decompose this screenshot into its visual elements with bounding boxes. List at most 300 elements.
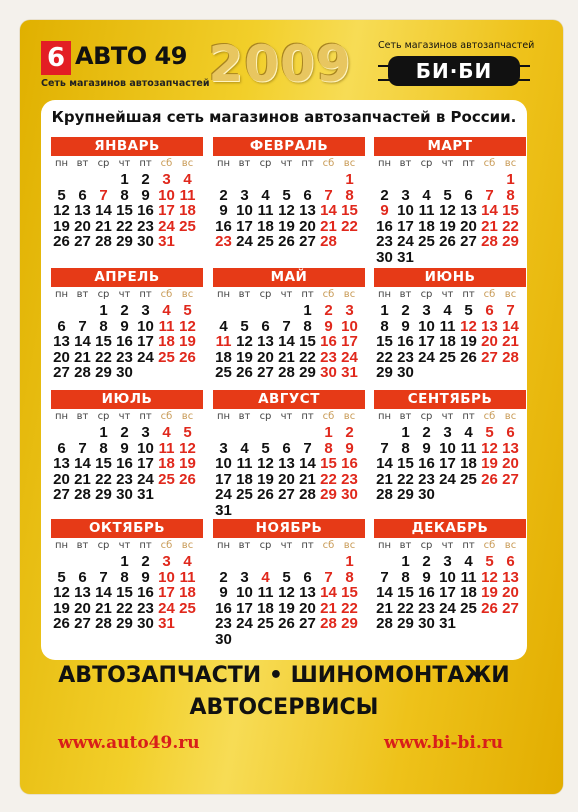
day-cell: 12 [439, 202, 456, 219]
day-cell: 3 [162, 171, 171, 188]
day-cell: 27 [299, 615, 316, 632]
weekday-label: ср [259, 540, 272, 551]
day-cell: 21 [95, 599, 112, 617]
auto49-url-link[interactable]: www.auto49.ru [58, 733, 200, 753]
day-cell: 10 [397, 202, 414, 219]
day-cell: 18 [418, 217, 435, 235]
day-cell: 3 [240, 186, 249, 204]
weekday-label: чт [280, 289, 293, 300]
day-cell: 30 [215, 630, 232, 648]
month-name: АПРЕЛЬ [51, 268, 203, 287]
weekday-label: пт [139, 289, 152, 300]
day-cell: 4 [183, 553, 192, 570]
day-cell: 14 [502, 317, 519, 335]
day-cell: 1 [303, 302, 312, 319]
day-cell: 1 [120, 553, 129, 570]
day-cell: 29 [116, 615, 133, 632]
day-cell: 19 [481, 455, 498, 472]
day-cell: 12 [257, 455, 274, 472]
day-cell: 5 [464, 302, 473, 319]
day-cell: 30 [137, 233, 154, 250]
day-cell: 3 [443, 424, 452, 441]
day-cell: 14 [320, 202, 337, 219]
day-cell: 23 [376, 233, 393, 250]
weekday-label: пн [216, 411, 231, 422]
day-cell: 23 [215, 233, 232, 250]
weekday-label: вт [399, 540, 412, 551]
day-cell: 16 [418, 584, 435, 601]
day-cell: 21 [278, 348, 295, 366]
day-cell: 9 [120, 317, 129, 335]
day-cell: 27 [53, 486, 70, 503]
weekday-label: чт [118, 158, 131, 169]
day-cell: 15 [341, 584, 358, 601]
day-cell: 19 [53, 599, 70, 617]
day-cell: 12 [179, 439, 196, 457]
auto49-logo [41, 41, 219, 93]
month-name: ИЮНЬ [374, 268, 526, 287]
weekday-label: вс [504, 289, 517, 300]
day-cell: 5 [183, 424, 192, 441]
day-cell: 2 [380, 186, 389, 204]
day-cell: 11 [236, 455, 253, 472]
day-cell: 29 [502, 233, 519, 250]
day-cell: 2 [324, 302, 333, 319]
month-name: СЕНТЯБРЬ [374, 390, 526, 409]
day-cell: 6 [282, 439, 291, 457]
day-cell: 13 [460, 202, 477, 219]
day-cell: 12 [179, 317, 196, 335]
weekday-label: вс [343, 158, 356, 169]
day-cell: 3 [141, 302, 150, 319]
month-name: МАЙ [213, 268, 365, 287]
day-cell: 6 [464, 186, 473, 204]
day-cell: 7 [99, 568, 108, 586]
bibi-url-link[interactable]: www.bi-bi.ru [384, 733, 504, 753]
weekday-label: ср [97, 540, 110, 551]
day-cell: 8 [401, 439, 410, 457]
day-cell: 1 [345, 171, 354, 188]
day-cell: 27 [74, 233, 91, 250]
day-cell: 10 [418, 317, 435, 335]
weekday-label: чт [118, 289, 131, 300]
day-cell: 5 [57, 568, 66, 586]
day-cell: 13 [53, 455, 70, 472]
weekday-label: вс [181, 158, 194, 169]
day-cell: 25 [215, 364, 232, 381]
weekday-label: пт [139, 158, 152, 169]
weekday-label: пн [377, 411, 392, 422]
day-cell: 27 [502, 470, 519, 488]
day-cell: 14 [376, 584, 393, 601]
bibi-logo [378, 40, 533, 92]
day-cell: 23 [341, 470, 358, 488]
day-cell: 15 [95, 455, 112, 472]
month-11 [213, 519, 365, 648]
day-cell: 8 [303, 317, 312, 335]
weekday-label: вс [343, 540, 356, 551]
day-cell: 23 [215, 615, 232, 632]
day-cell: 9 [422, 568, 431, 586]
day-cell: 29 [320, 486, 337, 503]
day-cell: 19 [481, 584, 498, 601]
day-cell: 9 [401, 317, 410, 335]
day-cell: 8 [99, 439, 108, 457]
auto49-logo-mark: 6 [41, 41, 71, 75]
day-cell: 24 [236, 233, 253, 250]
day-cell: 5 [282, 568, 291, 586]
day-cell: 2 [422, 424, 431, 441]
day-cell: 17 [397, 217, 414, 235]
day-cell: 12 [278, 202, 295, 219]
day-cell: 26 [179, 348, 196, 366]
weekday-label: чт [441, 540, 454, 551]
day-cell: 8 [380, 317, 389, 335]
weekday-label: пн [54, 289, 69, 300]
day-cell: 4 [261, 568, 270, 586]
weekday-label: пн [377, 289, 392, 300]
day-cell: 15 [95, 333, 112, 350]
day-cell: 20 [460, 217, 477, 235]
day-cell: 7 [78, 439, 87, 457]
day-cell: 15 [320, 455, 337, 472]
day-cell: 1 [401, 553, 410, 570]
day-cell: 20 [74, 217, 91, 235]
day-cell: 13 [481, 317, 498, 335]
day-cell: 9 [324, 317, 333, 335]
day-cell: 14 [95, 202, 112, 219]
day-cell: 21 [95, 217, 112, 235]
weekday-label: сб [322, 540, 335, 551]
services-line-2: АВТОСЕРВИСЫ [189, 695, 379, 720]
day-cell: 25 [439, 348, 456, 366]
day-cell: 25 [158, 348, 175, 366]
day-cell: 9 [120, 439, 129, 457]
day-cell: 15 [116, 584, 133, 601]
day-cell: 24 [137, 348, 154, 366]
day-cell: 28 [376, 486, 393, 503]
weekday-label: ср [97, 411, 110, 422]
day-cell: 2 [141, 553, 150, 570]
day-cell: 22 [397, 470, 414, 488]
day-cell: 15 [376, 333, 393, 350]
day-cell: 11 [257, 584, 274, 601]
day-cell: 31 [215, 501, 232, 519]
day-cell: 30 [418, 615, 435, 632]
day-cell: 6 [485, 302, 494, 319]
day-cell: 2 [141, 171, 150, 188]
tagline: Крупнейшая сеть магазинов автозапчастей в России. [51, 108, 517, 126]
day-cell: 26 [481, 470, 498, 488]
day-cell: 10 [215, 455, 232, 472]
day-cell: 23 [418, 470, 435, 488]
day-cell: 2 [120, 302, 129, 319]
day-cell: 22 [341, 217, 358, 235]
day-cell: 23 [116, 470, 133, 488]
day-cell: 14 [376, 455, 393, 472]
day-cell: 22 [376, 348, 393, 366]
day-cell: 22 [320, 470, 337, 488]
day-cell: 16 [116, 333, 133, 350]
day-cell: 4 [422, 186, 431, 204]
day-cell: 3 [162, 553, 171, 570]
weekday-label: сб [160, 158, 173, 169]
day-cell: 11 [439, 317, 456, 335]
weekday-label: ср [420, 158, 433, 169]
day-cell: 29 [341, 615, 358, 632]
day-cell: 1 [324, 424, 333, 441]
day-cell: 18 [460, 455, 477, 472]
day-cell: 17 [439, 455, 456, 472]
weekday-label: пн [216, 289, 231, 300]
day-cell: 3 [141, 424, 150, 441]
day-cell: 13 [74, 584, 91, 601]
bibi-logo-subtitle: Сеть магазинов автозапчастей [378, 40, 535, 51]
weekday-label: пн [54, 158, 69, 169]
weekday-label: вт [76, 540, 89, 551]
month-name: МАРТ [374, 137, 526, 156]
day-cell: 18 [158, 333, 175, 350]
day-cell: 29 [95, 486, 112, 503]
day-cell: 11 [179, 186, 196, 204]
day-cell: 31 [439, 615, 456, 632]
day-cell: 14 [74, 455, 91, 472]
day-cell: 15 [397, 455, 414, 472]
day-cell: 16 [116, 455, 133, 472]
day-cell: 9 [345, 439, 354, 457]
day-cell: 15 [502, 202, 519, 219]
day-cell: 27 [278, 486, 295, 503]
day-cell: 2 [401, 302, 410, 319]
auto49-logo-name: АВТО 49 [75, 42, 187, 70]
day-cell: 24 [397, 233, 414, 250]
month-7 [51, 390, 203, 512]
day-cell: 2 [219, 186, 228, 204]
month-6 [374, 268, 526, 390]
day-cell: 26 [236, 364, 253, 381]
day-cell: 25 [418, 233, 435, 250]
weekday-label: вс [181, 540, 194, 551]
weekday-label: пт [139, 540, 152, 551]
day-cell: 26 [53, 233, 70, 250]
day-cell: 12 [460, 317, 477, 335]
day-cell: 13 [74, 202, 91, 219]
services-line-1: АВТОЗАПЧАСТИ • ШИНОМОНТАЖИ [58, 663, 510, 688]
day-cell: 20 [299, 599, 316, 617]
day-cell: 2 [345, 424, 354, 441]
day-cell: 5 [282, 186, 291, 204]
day-cell: 13 [502, 568, 519, 586]
day-cell: 10 [158, 186, 175, 204]
month-1 [51, 137, 203, 259]
day-cell: 10 [158, 568, 175, 586]
day-cell: 28 [95, 615, 112, 632]
day-cell: 18 [158, 455, 175, 472]
day-cell: 30 [116, 364, 133, 381]
day-cell: 3 [401, 186, 410, 204]
day-cell: 18 [236, 470, 253, 488]
day-cell: 13 [502, 439, 519, 457]
weekday-label: вс [181, 411, 194, 422]
day-cell: 13 [53, 333, 70, 350]
day-cell: 26 [481, 599, 498, 617]
day-cell: 22 [397, 599, 414, 617]
day-cell: 18 [215, 348, 232, 366]
day-cell: 18 [179, 584, 196, 601]
day-cell: 7 [506, 302, 515, 319]
day-cell: 19 [53, 217, 70, 235]
day-cell: 12 [53, 584, 70, 601]
day-cell: 23 [418, 599, 435, 617]
day-cell: 31 [158, 615, 175, 632]
day-cell: 20 [502, 455, 519, 472]
bibi-logo-name: БИ·БИ [415, 59, 493, 83]
day-cell: 23 [137, 217, 154, 235]
day-cell: 28 [320, 233, 337, 250]
day-cell: 17 [341, 333, 358, 350]
day-cell: 14 [320, 584, 337, 601]
day-cell: 4 [464, 424, 473, 441]
day-cell: 24 [418, 348, 435, 366]
day-cell: 28 [376, 615, 393, 632]
weekday-label: пт [462, 411, 475, 422]
day-cell: 19 [278, 217, 295, 235]
day-cell: 27 [299, 233, 316, 250]
day-cell: 7 [380, 568, 389, 586]
day-cell: 21 [74, 470, 91, 488]
day-cell: 22 [116, 217, 133, 235]
day-cell: 6 [57, 439, 66, 457]
day-cell: 11 [158, 439, 175, 457]
month-name: ДЕКАБРЬ [374, 519, 526, 538]
day-cell: 10 [439, 568, 456, 586]
day-cell: 15 [299, 333, 316, 350]
month-name: ОКТЯБРЬ [51, 519, 203, 538]
day-cell: 2 [219, 568, 228, 586]
day-cell: 4 [219, 317, 228, 335]
day-cell: 26 [179, 470, 196, 488]
month-8 [213, 390, 365, 519]
day-cell: 22 [299, 348, 316, 366]
day-cell: 28 [320, 615, 337, 632]
day-cell: 19 [179, 455, 196, 472]
day-cell: 27 [257, 364, 274, 381]
day-cell: 26 [257, 486, 274, 503]
weekday-label: пт [301, 540, 314, 551]
day-cell: 24 [341, 348, 358, 366]
weekday-label: вт [76, 411, 89, 422]
day-cell: 20 [257, 348, 274, 366]
weekday-label: ср [259, 289, 272, 300]
day-cell: 14 [481, 202, 498, 219]
day-cell: 14 [74, 333, 91, 350]
day-cell: 22 [341, 599, 358, 617]
day-cell: 17 [215, 470, 232, 488]
day-cell: 22 [502, 217, 519, 235]
day-cell: 30 [397, 364, 414, 381]
day-cell: 27 [74, 615, 91, 632]
day-cell: 24 [215, 486, 232, 503]
weekday-label: сб [322, 411, 335, 422]
day-cell: 9 [141, 186, 150, 204]
day-cell: 4 [162, 424, 171, 441]
day-cell: 13 [299, 584, 316, 601]
day-cell: 28 [299, 486, 316, 503]
auto49-logo-subtitle: Сеть магазинов автозапчастей [41, 78, 210, 89]
day-cell: 31 [397, 248, 414, 266]
day-cell: 6 [506, 424, 515, 441]
day-cell: 31 [137, 486, 154, 503]
day-cell: 16 [418, 455, 435, 472]
day-cell: 11 [460, 568, 477, 586]
weekday-label: вт [238, 540, 251, 551]
day-cell: 26 [278, 233, 295, 250]
day-cell: 2 [422, 553, 431, 570]
day-cell: 20 [481, 333, 498, 350]
day-cell: 16 [320, 333, 337, 350]
day-cell: 28 [95, 233, 112, 250]
weekday-label: пн [54, 540, 69, 551]
weekday-label: пн [377, 540, 392, 551]
weekday-label: чт [280, 411, 293, 422]
day-cell: 22 [116, 599, 133, 617]
day-cell: 26 [53, 615, 70, 632]
day-cell: 15 [397, 584, 414, 601]
day-cell: 19 [179, 333, 196, 350]
day-cell: 30 [376, 248, 393, 266]
day-cell: 25 [236, 486, 253, 503]
month-4 [51, 268, 203, 390]
day-cell: 18 [439, 333, 456, 350]
day-cell: 30 [116, 486, 133, 503]
day-cell: 12 [481, 568, 498, 586]
day-cell: 11 [215, 333, 232, 350]
day-cell: 31 [341, 364, 358, 381]
day-cell: 16 [137, 202, 154, 219]
weekday-label: пт [301, 289, 314, 300]
day-cell: 19 [257, 470, 274, 488]
day-cell: 15 [116, 202, 133, 219]
day-cell: 24 [137, 470, 154, 488]
day-cell: 23 [320, 348, 337, 366]
day-cell: 29 [95, 364, 112, 381]
day-cell: 19 [236, 348, 253, 366]
day-cell: 16 [215, 217, 232, 235]
day-cell: 19 [278, 599, 295, 617]
day-cell: 28 [74, 364, 91, 381]
day-cell: 30 [418, 486, 435, 503]
day-cell: 8 [506, 186, 515, 204]
weekday-label: вс [504, 411, 517, 422]
weekday-label: вт [399, 289, 412, 300]
day-cell: 4 [464, 553, 473, 570]
day-cell: 1 [401, 424, 410, 441]
day-cell: 8 [345, 186, 354, 204]
weekday-label: чт [118, 540, 131, 551]
month-2 [213, 137, 365, 259]
weekday-label: ср [97, 289, 110, 300]
weekday-label: сб [160, 411, 173, 422]
day-cell: 13 [299, 202, 316, 219]
day-cell: 4 [261, 186, 270, 204]
weekday-label: ср [259, 411, 272, 422]
weekday-label: сб [160, 540, 173, 551]
day-cell: 13 [257, 333, 274, 350]
weekday-label: сб [483, 158, 496, 169]
weekday-label: вт [238, 289, 251, 300]
day-cell: 1 [345, 553, 354, 570]
weekday-label: вт [76, 289, 89, 300]
